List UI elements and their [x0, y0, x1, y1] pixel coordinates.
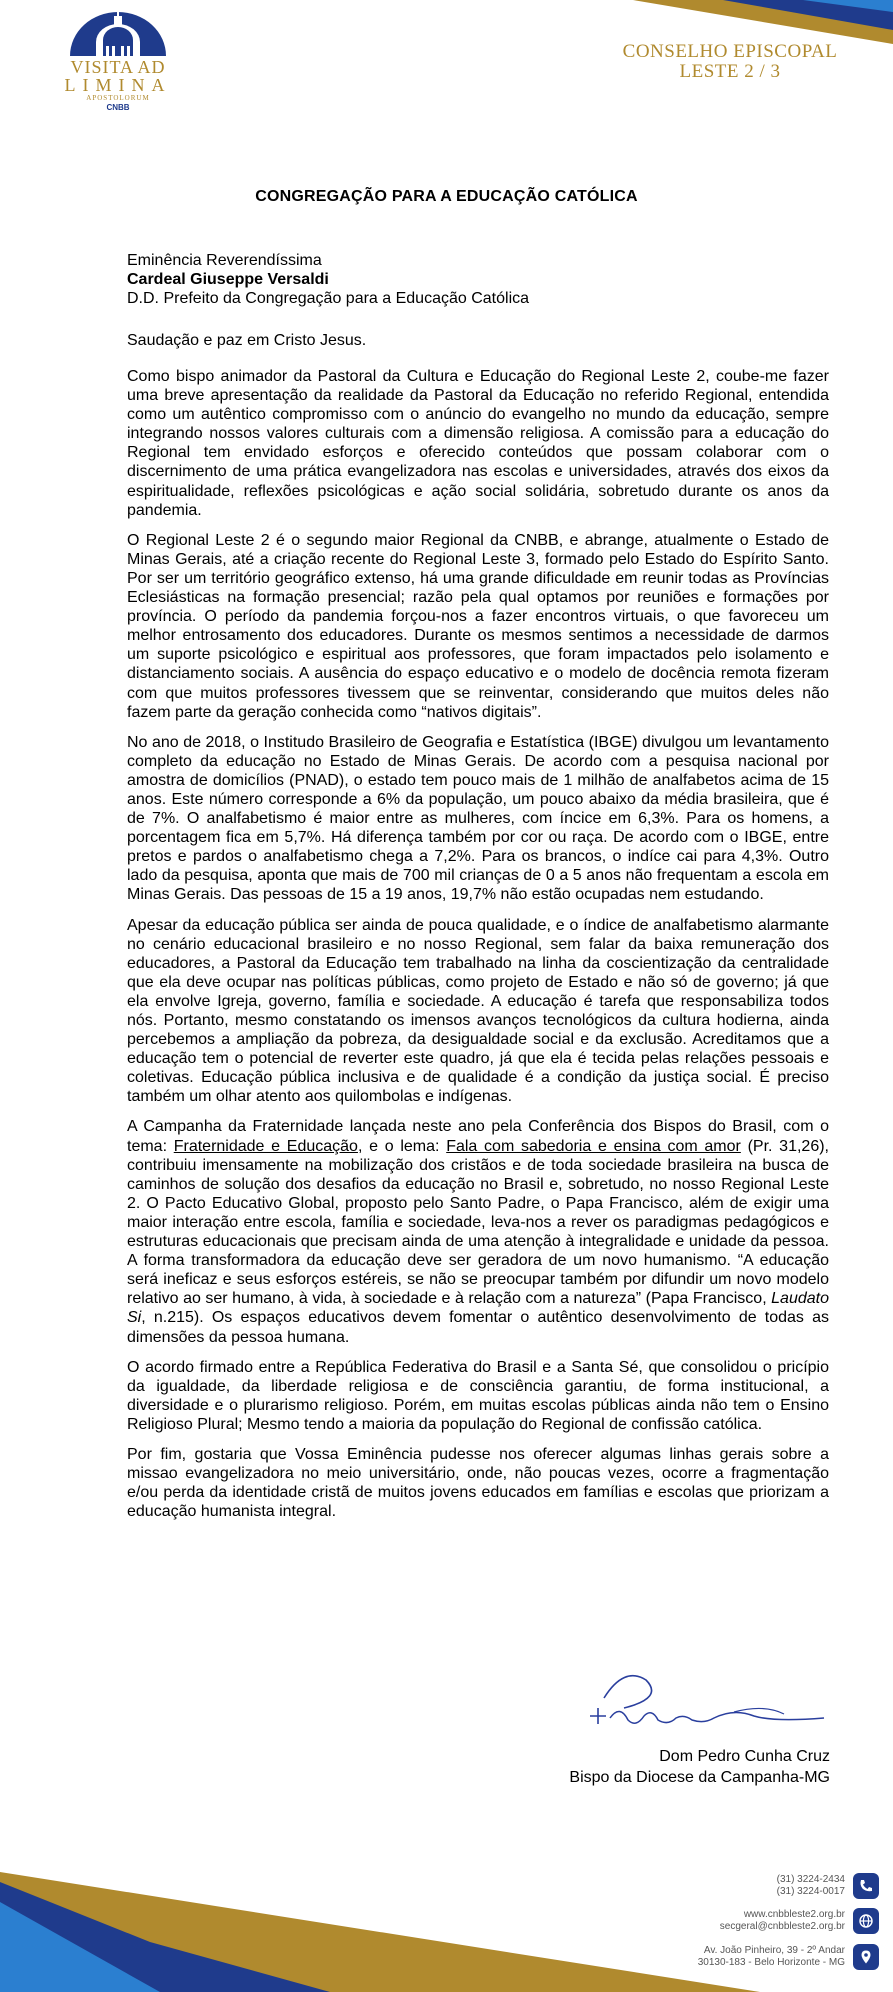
location-icon: [853, 1944, 879, 1970]
basilica-dome-icon: [66, 8, 170, 56]
logo-line-1: VISITA AD: [70, 57, 166, 77]
paragraph-6: O acordo firmado entre a República Federativa do Brasil e a Santa Sé, que consolidou o pricípio da igualdade, da liberdade religiosa e de consciência garantiu, de forma institucional, a diversidade e o plurarismo religioso. Porém, em muitas escolas públicas ainda não tem o Ensino Religioso Plural; Mesmo tendo a maioria da população do Regional de confissão católica.: [127, 1358, 829, 1433]
address-line-1: Av. João Pinheiro, 39 - 2º Andar: [703, 1945, 845, 1956]
signatory-name: Dom Pedro Cunha Cruz: [659, 1748, 830, 1765]
campaign-theme: Fraternidade e Educação: [173, 1137, 358, 1155]
paragraph-5: [127, 1117, 829, 1346]
letter-body: [127, 367, 829, 1532]
website[interactable]: www.cnbbleste2.org.br: [743, 1909, 845, 1920]
conselho-episcopal-heading: [600, 42, 860, 82]
phone-1: (31) 3224-2434: [776, 1874, 845, 1885]
conselho-line-2: LESTE 2 / 3: [679, 61, 781, 82]
visita-ad-limina-logo: [58, 8, 178, 118]
addressee-block: [127, 251, 837, 308]
paragraph-4: Apesar da educação pública ser ainda de pouca qualidade, e o índice de analfabetismo alarmante no cenário educacional brasileiro e no nosso Regional, sem falar da baixa remuneração dos educadores, a Pastoral da Educação tem trabalhado na linha da coscientização da centralidade que ela deve ocupar nas políticas públicas, como projeto de Estado e não só de governo; já que ela envolve Igreja, governo, família e sociedade. A educação é tarefa que responsabiliza todos nós. Portanto, mesmo constatando os imensos avanços tecnológicos da cultura hodierna, ainda percebemos a ampliação da pobreza, da desigualdade social e da exclusão. Acreditamos que a educação tem o potencial de reverter este quadro, já que ela é tecida pelas relações pessoais e coletivas. Educação pública inclusiva e de qualidade é a condição da justiça social. É preciso também um olhar atento aos quilombolas e indígenas.: [127, 916, 829, 1106]
paragraph-1: Como bispo animador da Pastoral da Cultura e Educação do Regional Leste 2, coube-me fazer uma breve apresentação da realidade da Pastoral da Educação no referido Regional, entendida como um autêntico compromisso com o anúncio do evangelho no mundo da educação, sempre integrando nossos valores culturais com a dimensão religiosa. A comissão para a educação do Regional tem envidado esforços e oferecido conteúdos que possam colaborar com o discernimento de uma prática evangelizadora nas escolas e universidades, através dos eixos da espiritualidade, reflexões psicológicas e ação social solidária, sobretudo durante os anos da pandemia.: [127, 368, 829, 519]
contact-web: [720, 1909, 845, 1933]
addressee-salutation: Eminência Reverendíssima: [127, 252, 322, 269]
campaign-motto: Fala com sabedoria e ensina com amor: [446, 1137, 741, 1155]
paragraph-2: O Regional Leste 2 é o segundo maior Regional da CNBB, e abrange, atualmente o Estado de Minas Gerais, até a criação recente do Regional Leste 3, formado pelo Estado do Espírito Santo. Por ser um território geográfico extenso, há uma grande dificuldade em reunir todas as Províncias Eclesiásticas na formação presencial; razão pela qual optamos por reuniões e formações por província. O período da pandemia forçou-nos a fazer encontros virtuais, o que favoreceu um melhor entrosamento dos educadores. Durante os mesmos sentimos a necessidade de darmos um suporte psicológico e espiritual aos professores, que foram impactados pelo isolamento e distanciamento sociais. A ausência do espaço educativo e o modelo de docência remota fizeram com que muitos professores tivessem que se reinventar, considerando que muitos deles não fazem parte da geração conhecida como “nativos digitais”.: [127, 531, 829, 721]
greeting: Saudação e paz em Cristo Jesus.: [127, 332, 367, 349]
contact-address: [698, 1945, 845, 1969]
signature-block: [460, 1746, 830, 1788]
handwritten-signature: [584, 1668, 844, 1738]
corner-decoration-top-right: [633, 0, 893, 44]
contact-phones: [777, 1874, 845, 1898]
paragraph-7: Por fim, gostaria que Vossa Eminência pudesse nos oferecer algumas linhas gerais sobre a missao evangelizadora no meio universitário, onde, não poucas vezes, ocorre a fragmentação e/ou perda da identidade cristã de muitos jovens educados em famílias e escolas que priorizam a educação humanista integral.: [127, 1445, 829, 1521]
paragraph-5-part-d: , n.215). Os espaços educativos devem fomentar o autêntico desenvolvimento de todas as dimensões da pessoa humana.: [127, 1309, 829, 1346]
contact-web-row: [720, 1908, 879, 1934]
conselho-line-1: CONSELHO EPISCOPAL: [622, 41, 838, 62]
contact-phone-row: [777, 1873, 879, 1899]
phone-2: (31) 3224-0017: [776, 1886, 845, 1897]
contact-address-row: [698, 1944, 879, 1970]
addressee-role: D.D. Prefeito da Congregação para a Educação Católica: [127, 290, 530, 307]
globe-icon: [853, 1908, 879, 1934]
paragraph-5-part-a: A Campanha da Fraternidade lançada neste ano pela Conferência dos Bispos do Brasil, com o tema:: [127, 1118, 829, 1155]
cnbb-logo: CNBB: [106, 103, 130, 112]
paragraph-5-part-b: , e o lema:: [357, 1137, 447, 1155]
signatory-title: Bispo da Diocese da Campanha-MG: [569, 1769, 830, 1786]
logo-line-3: APOSTOLORUM: [86, 94, 150, 102]
encyclical-title: Laudato Si: [127, 1290, 829, 1327]
document-title: CONGREGAÇÃO PARA A EDUCAÇÃO CATÓLICA: [255, 188, 638, 205]
logo-line-2: LIMINA: [64, 75, 172, 95]
paragraph-5-part-c: (Pr. 31,26), contribuiu imensamente na mobilização dos cristãos e de toda sociedade brasileira na busca de caminhos de solução dos desafios da educação no Brasil e, sobretudo, no nosso Regional Leste 2. O Pacto Educativo Global, proposto pelo Santo Padre, o Papa Francisco, além de exigir uma maior interação entre escola, família e sociedade, leva-nos a rever os paradigmas pedagógicos e estruturas educacionais que precisam ainda de uma atenção à integralidade e unidade da pessoa. A forma transformadora da educação deve ser geradora de um novo humanismo. “A educação será ineficaz e seus esforços estéreis, se não se preocupar também por difundir um novo modelo relativo ao ser humano, à vida, à sociedade e à relação com a natureza” (Papa Francisco,: [127, 1137, 829, 1308]
paragraph-3: No ano de 2018, o Institudo Brasileiro de Geografia e Estatística (IBGE) divulgou um levantamento completo da educação no Estado de Minas Gerais. De acordo com a pesquisa nacional por amostra de domicílios (PNAD), o estado tem pouco mais de 1 milhão de analfabetos acima de 15 anos. Este número corresponde a 6% da população, um pouco abaixo da média brasileira, que é de 7%. O analfabetismo é maior entre as mulheres, com íncice em 6,3%. Para os homens, a porcentagem fica em 5,7%. Há diferença também por cor ou raça. De acordo com o IBGE, entre pretos e pardos o analfabetismo chega a 7,2%. Para os brancos, o indíce cai para 4,3%. Outro lado da pesquisa, aponta que mais de 700 mil crianças de 0 a 5 anos não frequentam a escola em Minas Gerais. Das pessoas de 15 a 19 anos, 19,7% não estão ocupadas nem estudando.: [127, 733, 829, 904]
address-line-2: 30130-183 - Belo Horizonte - MG: [697, 1957, 845, 1968]
phone-icon: [853, 1873, 879, 1899]
email[interactable]: secgeral@cnbbleste2.org.br: [719, 1921, 845, 1932]
addressee-name: Cardeal Giuseppe Versaldi: [127, 271, 329, 288]
